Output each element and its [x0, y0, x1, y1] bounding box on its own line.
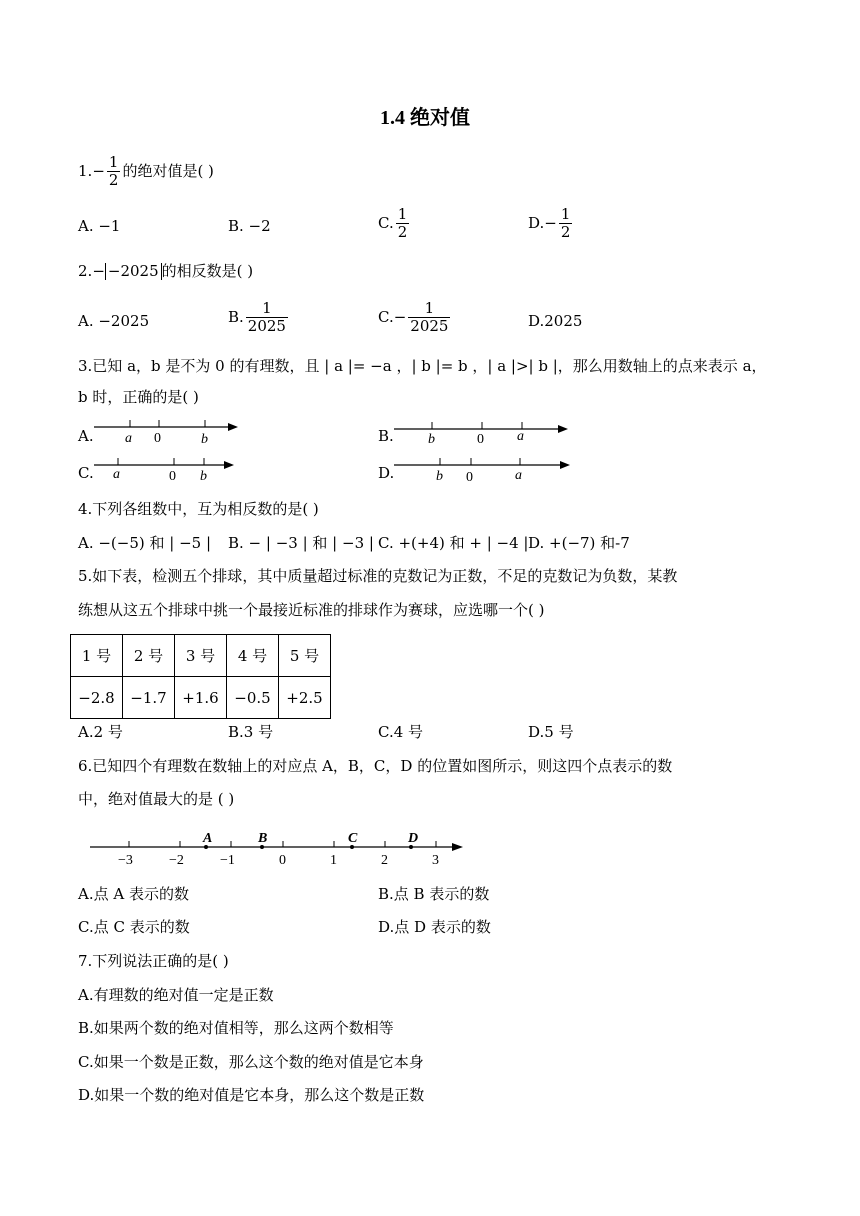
question-6-line-2: 中，绝对值最大的是 ( ): [78, 790, 235, 808]
q2-minus: −: [92, 262, 105, 280]
table-cell: +2.5: [279, 677, 331, 719]
q4-option-c: C. +(+4) 和 + | −4 |: [378, 534, 529, 552]
q6-option-c: C.点 C 表示的数: [78, 918, 190, 936]
question-5-line-1: 5.如下表，检测五个排球，其中质量超过标准的克数记为正数，不足的克数记为负数，某教: [78, 567, 678, 585]
q1-option-d-minus: −: [544, 213, 557, 232]
table-cell: −2.8: [71, 677, 123, 719]
q1-option-d-numerator: 1: [560, 205, 571, 223]
q1-option-c-label: C.: [378, 213, 394, 232]
q6-arrow: [452, 843, 463, 851]
q6-tick-label: 2: [381, 853, 388, 868]
q3d-label-b: b: [436, 469, 443, 484]
q1-option-c-numerator: 1: [397, 205, 408, 223]
question-7-stem: 7.下列说法正确的是( ): [78, 952, 229, 970]
q3b-label-zero: 0: [477, 432, 484, 447]
q2-option-b-numerator: 1: [246, 300, 288, 318]
table-header-cell: 5 号: [279, 635, 331, 677]
q2-option-c-minus: −: [393, 307, 407, 326]
q1-fraction-numerator: 1: [108, 153, 119, 171]
q3c-label-a: a: [113, 467, 120, 482]
q1-suffix: 的绝对值是( ): [122, 161, 214, 180]
q1-fraction-denominator: 2: [108, 171, 119, 190]
q2-option-c-numerator: 1: [408, 300, 450, 318]
q3b-label-a: a: [517, 429, 524, 444]
table-cell: −1.7: [123, 677, 175, 719]
q7-option-c: C.如果一个数是正数，那么这个数的绝对值是它本身: [78, 1053, 424, 1071]
q6-tick-label: 0: [279, 853, 286, 868]
question-4-stem: 4.下列各组数中，互为相反数的是( ): [78, 500, 319, 518]
q2-option-c-denominator: 2025: [410, 317, 449, 336]
q2-option-c-label: C.: [378, 307, 394, 326]
q6-point-b-label: B: [258, 831, 268, 846]
q1-number: 1.: [78, 161, 93, 180]
q3-option-a-label: A.: [78, 427, 94, 445]
q1-option-a: A. −1: [78, 217, 121, 235]
table-header-cell: 3 号: [175, 635, 227, 677]
question-5-line-2: 练想从这五个排球中挑一个最接近标准的排球作为赛球，应选哪一个( ): [78, 601, 545, 619]
q3a-label-a: a: [125, 431, 132, 446]
q4-option-a: A. −(−5) 和 | −5 |: [78, 534, 212, 552]
q3-option-b-label: B.: [378, 427, 394, 445]
q6-point-c-label: C: [348, 831, 358, 846]
q3-option-c-label: C.: [78, 464, 94, 482]
q2-suffix: 的相反数是( ): [161, 262, 254, 280]
question-3-line-2: b 时，正确的是( ): [78, 388, 199, 406]
q3d-label-a: a: [515, 468, 522, 483]
table-cell: −0.5: [227, 677, 279, 719]
question-3-line-1: 3.已知 a，b 是不为 0 的有理数，且 | a |= −a ，| b |= b ，| a |>| b |，那么用数轴上的点来表示 a，: [78, 357, 767, 375]
q1-option-d-label: D.: [528, 213, 545, 232]
table-header-cell: 1 号: [71, 635, 123, 677]
q7-option-d: D.如果一个数的绝对值是它本身，那么这个数是正数: [78, 1086, 425, 1104]
q6-tick-label: 3: [432, 853, 439, 868]
q3a-label-zero: 0: [154, 431, 161, 446]
q4-option-d: D. +(−7) 和-7: [528, 534, 630, 552]
q1-option-b: B. −2: [228, 217, 271, 235]
q6-tick-label: −2: [169, 853, 184, 868]
q6-tick-label: 1: [330, 853, 337, 868]
q6-point-a-label: A: [203, 831, 213, 846]
q2-option-a: A. −2025: [78, 312, 150, 330]
q6-option-a: A.点 A 表示的数: [78, 885, 189, 903]
q6-tick-label: −1: [220, 853, 235, 868]
q3b-label-b: b: [428, 432, 435, 447]
q4-option-b: B. − | −3 | 和 | −3 |: [228, 534, 374, 552]
q2-number: 2.: [78, 262, 93, 280]
question-6-line-1: 6.已知四个有理数在数轴上的对应点 A，B，C，D 的位置如图所示，则这四个点表示的数: [78, 757, 673, 775]
q1-minus: −: [92, 161, 105, 180]
q2-option-b-label: B.: [228, 307, 244, 326]
q2-option-b-denominator: 2025: [247, 317, 286, 336]
q5-option-c: C.4 号: [378, 723, 424, 741]
page-title: 1.4 绝对值: [380, 107, 470, 129]
q6-option-b: B.点 B 表示的数: [378, 885, 490, 903]
q1-option-d-denominator: 2: [560, 223, 571, 242]
q3c-label-b: b: [200, 469, 207, 484]
table-header-cell: 4 号: [227, 635, 279, 677]
q5-option-d: D.5 号: [528, 723, 574, 741]
table-header-cell: 2 号: [123, 635, 175, 677]
q6-tick-label: −3: [118, 853, 133, 868]
q3a-label-b: b: [201, 432, 208, 447]
q5-option-b: B.3 号: [228, 723, 274, 741]
q3c-label-zero: 0: [169, 469, 176, 484]
q7-option-a: A.有理数的绝对值一定是正数: [78, 986, 274, 1004]
q3d-label-zero: 0: [466, 470, 473, 485]
table-cell: +1.6: [175, 677, 227, 719]
q6-option-d: D.点 D 表示的数: [378, 918, 491, 936]
q5-option-a: A.2 号: [78, 723, 123, 741]
q7-option-b: B.如果两个数的绝对值相等，那么这两个数相等: [78, 1019, 394, 1037]
q2-absolute-value: −2025: [105, 263, 162, 280]
q1-option-c-denominator: 2: [397, 223, 408, 242]
q6-point-d-label: D: [408, 831, 419, 846]
q2-option-d: D.2025: [528, 312, 583, 330]
q3-option-d-label: D.: [378, 464, 395, 482]
